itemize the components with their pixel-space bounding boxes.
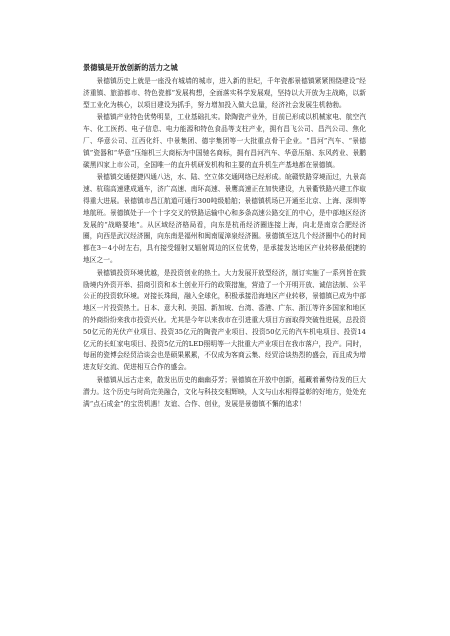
paragraph-5: 景德镇从远古走来，散发出历史的幽幽芬芳；景德镇在开放中创新，蕴藏着蓄势待发的巨大潜力。这个历史与时尚完美融合，文化与科技交相辉映，人文与山水相得益彰的好地方，处处充满“点石成金”的宝贵机遇！友谊、合作、创业，发展是景德镇不懈的追求！	[83, 375, 366, 408]
article-title: 景德镇是开放创新的活力之城	[83, 63, 178, 72]
article	[83, 62, 366, 411]
paragraph-2: 景德镇产业特色优势明显，工业基础扎实。除陶瓷产业外，目前已形成以机械家电、航空汽车、化工医药、电子信息、电力能源和特色食品等支柱产业，拥有昌飞公司、昌汽公司、焦化厂、华意公司、江西化纤、中景集团、德宇集团等一大批重点骨干企业。“昌河”汽车、“景德镇”瓷器和“华意”压缩机三大商标为中国驰名商标，拥有昌河汽车、华意压缩、东风药业、景鹏碳黑四家上市公司，全国唯一的直升机研发机构和主要的直升机生产基地都在景德镇。	[83, 113, 366, 169]
paragraph-3: 景德镇交通便捷四通八达，水、陆、空立体交通网络已经形成。皖赣铁路穿境而过，九景高速、杭瑞高速建成通车，济广高速、南环高速、景鹰高速正在加快建设，九景衢铁路兴建工作取得重大进展。景德镇市昌江航道可通行300吨级船舶；景德镇机场已开通至北京、上海、深圳等地航班。景德镇处于一个十字交叉的铁路运输中心和多条高速公路交汇的中心，是中部地区经济发展的“战略要地”。从区域经济格局看，向东是杭甬经济圈连接上海，向北是南京合肥经济圈，向西是武汉经济圈，向东南是福州和闽南厦漳泉经济圈。景德镇至这几个经济圈中心的时间都在3－4小时左右，具有接受辐射又辐射周边的区位优势，是承接发达地区产业转移最便捷的地区之一。	[83, 173, 366, 264]
paragraph-4: 景德镇投资环境优越，是投资创业的热土。大力发展开放型经济，制订实施了一系列旨在鼓励境内外资开举、招商引资和本土创业开行的政策措施，营造了一个开明开放、诚信法制、公平公正的投资软环境。对接长珠闽，融入全球化，积极承接沿海地区产业转移，景德镇已成为中部地区一片投资热土。日本、意大利、美国、新加坡、台湾、香港、广东、浙江等许多国家和地区的外商纷纷来我市投资兴业。尤其是今年以来我市在引进重大项目方面取得突破性进展，总投资50亿元的光伏产业项目、投资35亿元的陶瓷产业项目、投资50亿元的汽车机电项目、投资14亿元的长虹家电项目、投资5亿元的LED照明等一大批重大产业项目在我市落户，投产。同时，每届的瓷博会经贸洽谈会也是硕果累累，不仅成为客商云集、经贸洽谈热烈的盛会，而且成为增进友好交流、促进相互合作的盛会。	[83, 268, 366, 372]
paragraph-1: 景德镇历史上就是一座没有城墙的城市，进入新的世纪，千年瓷都景德镇紧紧围绕建设“经济重镇、旅游都市、特色瓷都”发展构想，全面落实科学发展观，坚持以大开放为主战略，以新型工业化为核心，以项目建设为抓手，努力增加投入做大总量，经济社会发展生机勃勃。	[83, 77, 366, 109]
